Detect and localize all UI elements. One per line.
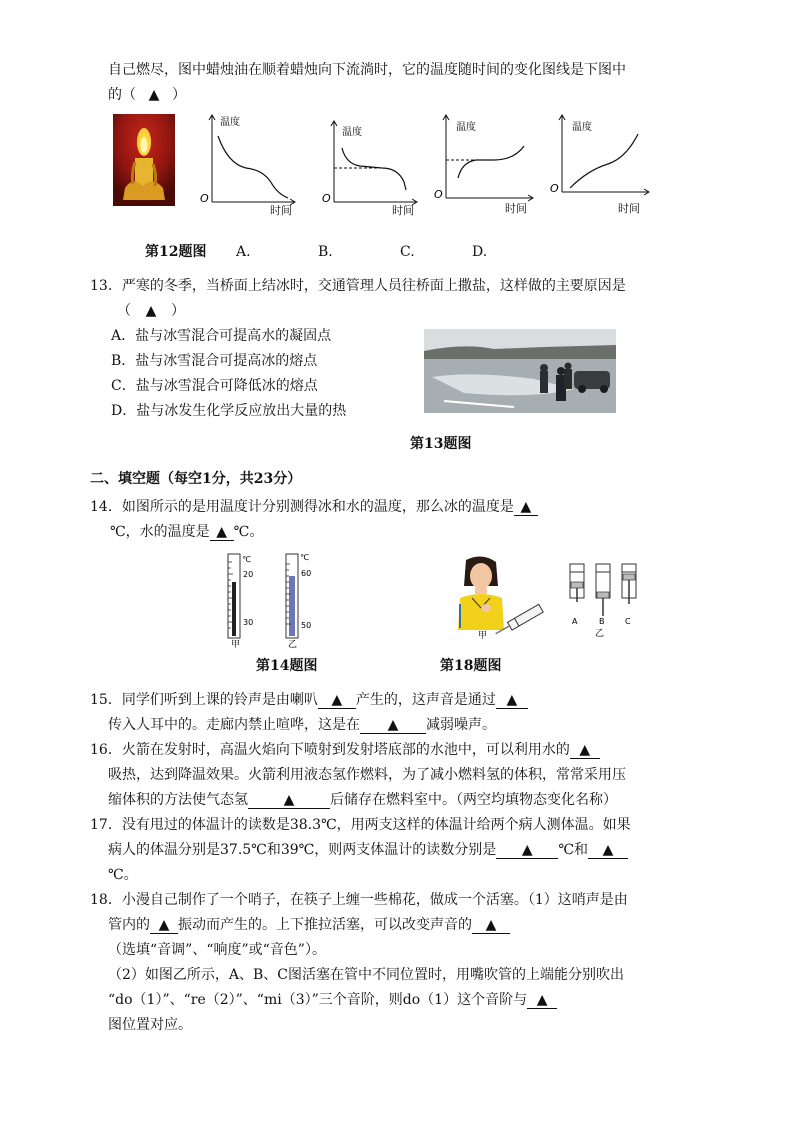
thermometer-yi-column [289, 576, 295, 636]
q15-text2a: 传入人耳中的。走廊内禁止喧哗，这是在 [108, 717, 360, 733]
q18-line5 [108, 990, 557, 1010]
q12-option-c[interactable]: C. [400, 244, 415, 260]
q16-blank-2[interactable]: ▲ [248, 792, 330, 809]
thermometer-jia-tick-top: 20 [243, 570, 254, 579]
q12-caption: 第12题图 [145, 244, 207, 260]
q12-answer-blank[interactable]: ▲ [148, 87, 160, 103]
q15-text1a: 15．同学们听到上课的铃声是由喇叭 [90, 692, 318, 708]
graph-c-curve [458, 146, 524, 178]
q15-text2b: 减弱噪声。 [426, 717, 496, 733]
graph-d-origin: O [550, 182, 559, 195]
q18-caption: 第18题图 [440, 658, 502, 674]
q13-line2 [117, 301, 185, 321]
q12-paren-open: 的（ [108, 87, 136, 103]
q15-text1b: 产生的，这声音是通过 [355, 692, 496, 708]
q18-line4: （2）如图乙所示，A、B、C图活塞在管中不同位置时，用嘴吹管的上端能分别吹出 [108, 967, 625, 983]
q18-blank-1[interactable]: ▲ [150, 917, 178, 934]
tube-label-b: B [599, 617, 605, 626]
q13-answer-blank[interactable]: ▲ [145, 303, 157, 319]
q12-line2 [108, 85, 186, 105]
q16-line3 [108, 790, 617, 810]
graph-a-xlabel: 时间 [270, 204, 292, 217]
thermometer-jia-column [232, 582, 236, 636]
q12-paren-close: ） [172, 87, 186, 103]
tube-label-a: A [572, 617, 578, 626]
q15-line2 [108, 715, 496, 735]
q18-line6: 图位置对应。 [108, 1017, 192, 1033]
q17-blank-2[interactable]: ▲ [588, 842, 628, 859]
q18-text5: “do（1）”、“re（2）”、“mi（3）”三个音阶，则do（1）这个音阶与 [108, 992, 528, 1008]
q18-blank-3[interactable]: ▲ [527, 992, 557, 1009]
q17-text2b: ℃和 [558, 842, 588, 858]
q18-blank-2[interactable]: ▲ [472, 917, 510, 934]
graph-b [320, 118, 420, 214]
q14-blank-water[interactable]: ▲ [210, 524, 234, 541]
graph-a-ylabel: 温度 [220, 117, 240, 128]
candle-image [113, 114, 175, 206]
q15-blank-2[interactable]: ▲ [496, 692, 528, 709]
thermometer-jia [222, 552, 262, 648]
q16-line2: 吸热，达到降温效果。火箭利用液态氢作燃料，为了减小燃料氢的体积，常常采用压 [108, 767, 626, 783]
q14-line2 [110, 522, 263, 542]
q12-option-d[interactable]: D. [472, 244, 488, 260]
q17-text2a: 病人的体温分别是37.5℃和39℃，则两支体温计的读数分别是 [108, 842, 497, 858]
graph-c [432, 112, 536, 210]
q18-line2 [108, 915, 510, 935]
q14-line1 [90, 497, 538, 517]
q17-line1: 17．没有甩过的体温计的读数是38.3℃，用两支这样的体温计给两个病人测体温。如果 [90, 817, 631, 833]
graph-a-curve [218, 136, 288, 198]
q16-line1 [90, 740, 600, 760]
thermometer-yi-tick-bottom: 50 [301, 621, 312, 630]
q16-text3a: 缩体积的方法使气态氢 [108, 792, 248, 808]
q18-fig-label-yi: 乙 [595, 629, 605, 639]
q17-line3: ℃。 [108, 867, 138, 883]
thermometer-yi-tick-top: 60 [301, 569, 312, 578]
q13-caption: 第13题图 [410, 436, 472, 452]
graph-b-ylabel: 温度 [342, 127, 362, 138]
graph-b-origin: O [322, 192, 331, 205]
thermometer-yi-unit: ℃ [300, 553, 309, 562]
q12-option-a[interactable]: A. [236, 244, 251, 260]
section2-title: 二、填空题（每空1分，共23分） [90, 471, 302, 487]
q13-line1: 13．严寒的冬季，当桥面上结冰时，交通管理人员往桥面上撒盐，这样做的主要原因是 [90, 278, 626, 294]
graph-c-ylabel: 温度 [456, 122, 476, 133]
graph-d-ylabel: 温度 [572, 122, 592, 133]
graph-b-curve [342, 148, 406, 190]
graph-c-xlabel: 时间 [505, 202, 527, 215]
graph-a-origin: O [200, 192, 209, 205]
q18-text2a: 管内的 [108, 917, 150, 933]
bridge-salt-photo [424, 329, 616, 413]
q17-blank-1[interactable]: ▲ [496, 842, 558, 859]
q16-blank-1[interactable]: ▲ [570, 742, 600, 759]
q13-choice-a[interactable]: A．盐与冰雪混合可提高水的凝固点 [111, 328, 332, 344]
q14-text2b: ℃。 [233, 524, 264, 540]
q17-line2 [108, 840, 628, 860]
tube-label-c: C [625, 617, 631, 626]
q18-fig-label-jia: 甲 [478, 631, 488, 640]
q13-choice-c[interactable]: C．盐与冰雪混合可降低冰的熔点 [111, 378, 318, 394]
q12-line1: 自己燃尽，图中蜡烛油在顺着蜡烛向下流淌时，它的温度随时间的变化图线是下图中 [108, 62, 626, 78]
thermometer-yi-label: 乙 [288, 640, 298, 648]
q13-paren-open: （ [117, 303, 131, 319]
q18-text2b: 振动而产生的。上下推拉活塞，可以改变声音的 [178, 917, 472, 933]
q14-caption: 第14题图 [256, 658, 318, 674]
q14-blank-ice[interactable]: ▲ [514, 499, 538, 516]
girl-whistle-image [452, 554, 552, 640]
q13-choice-d[interactable]: D．盐与冰发生化学反应放出大量的热 [111, 403, 347, 419]
q13-paren-close: ） [171, 303, 185, 319]
q18-line1: 18．小漫自己制作了一个哨子，在筷子上缠一些棉花，做成一个活塞。（1）这哨声是由 [90, 892, 628, 908]
q12-option-b[interactable]: B. [318, 244, 333, 260]
thermometer-yi [280, 552, 322, 648]
q16-text1a: 16．火箭在发射时，高温火焰向下喷射到发射塔底部的水池中，可以利用水的 [90, 742, 570, 758]
graph-c-origin: O [434, 188, 443, 201]
q13-choice-b[interactable]: B．盐与冰雪混合可提高冰的熔点 [111, 353, 318, 369]
graph-d-xlabel: 时间 [618, 202, 640, 215]
thermometer-jia-tick-bottom: 30 [243, 618, 254, 627]
q14-text2a: ℃，水的温度是 [110, 524, 210, 540]
q15-blank-3[interactable]: ▲ [360, 717, 426, 734]
graph-a [198, 112, 298, 214]
q18-line3: （选填“音调”、“响度”或“音色”）。 [108, 942, 326, 958]
graph-d [548, 112, 652, 210]
tubes-abc-diagram [562, 556, 642, 640]
q15-line1 [90, 690, 528, 710]
thermometer-jia-label: 甲 [231, 640, 241, 648]
graph-b-xlabel: 时间 [392, 204, 414, 217]
thermometer-jia-unit: ℃ [242, 555, 251, 564]
q14-text1: 14．如图所示的是用温度计分别测得冰和水的温度，那么冰的温度是 [90, 499, 514, 515]
q16-text3b: 后储存在燃料室中。（两空均填物态变化名称） [330, 792, 617, 808]
graph-d-curve [570, 134, 638, 188]
q15-blank-1[interactable]: ▲ [318, 692, 356, 709]
